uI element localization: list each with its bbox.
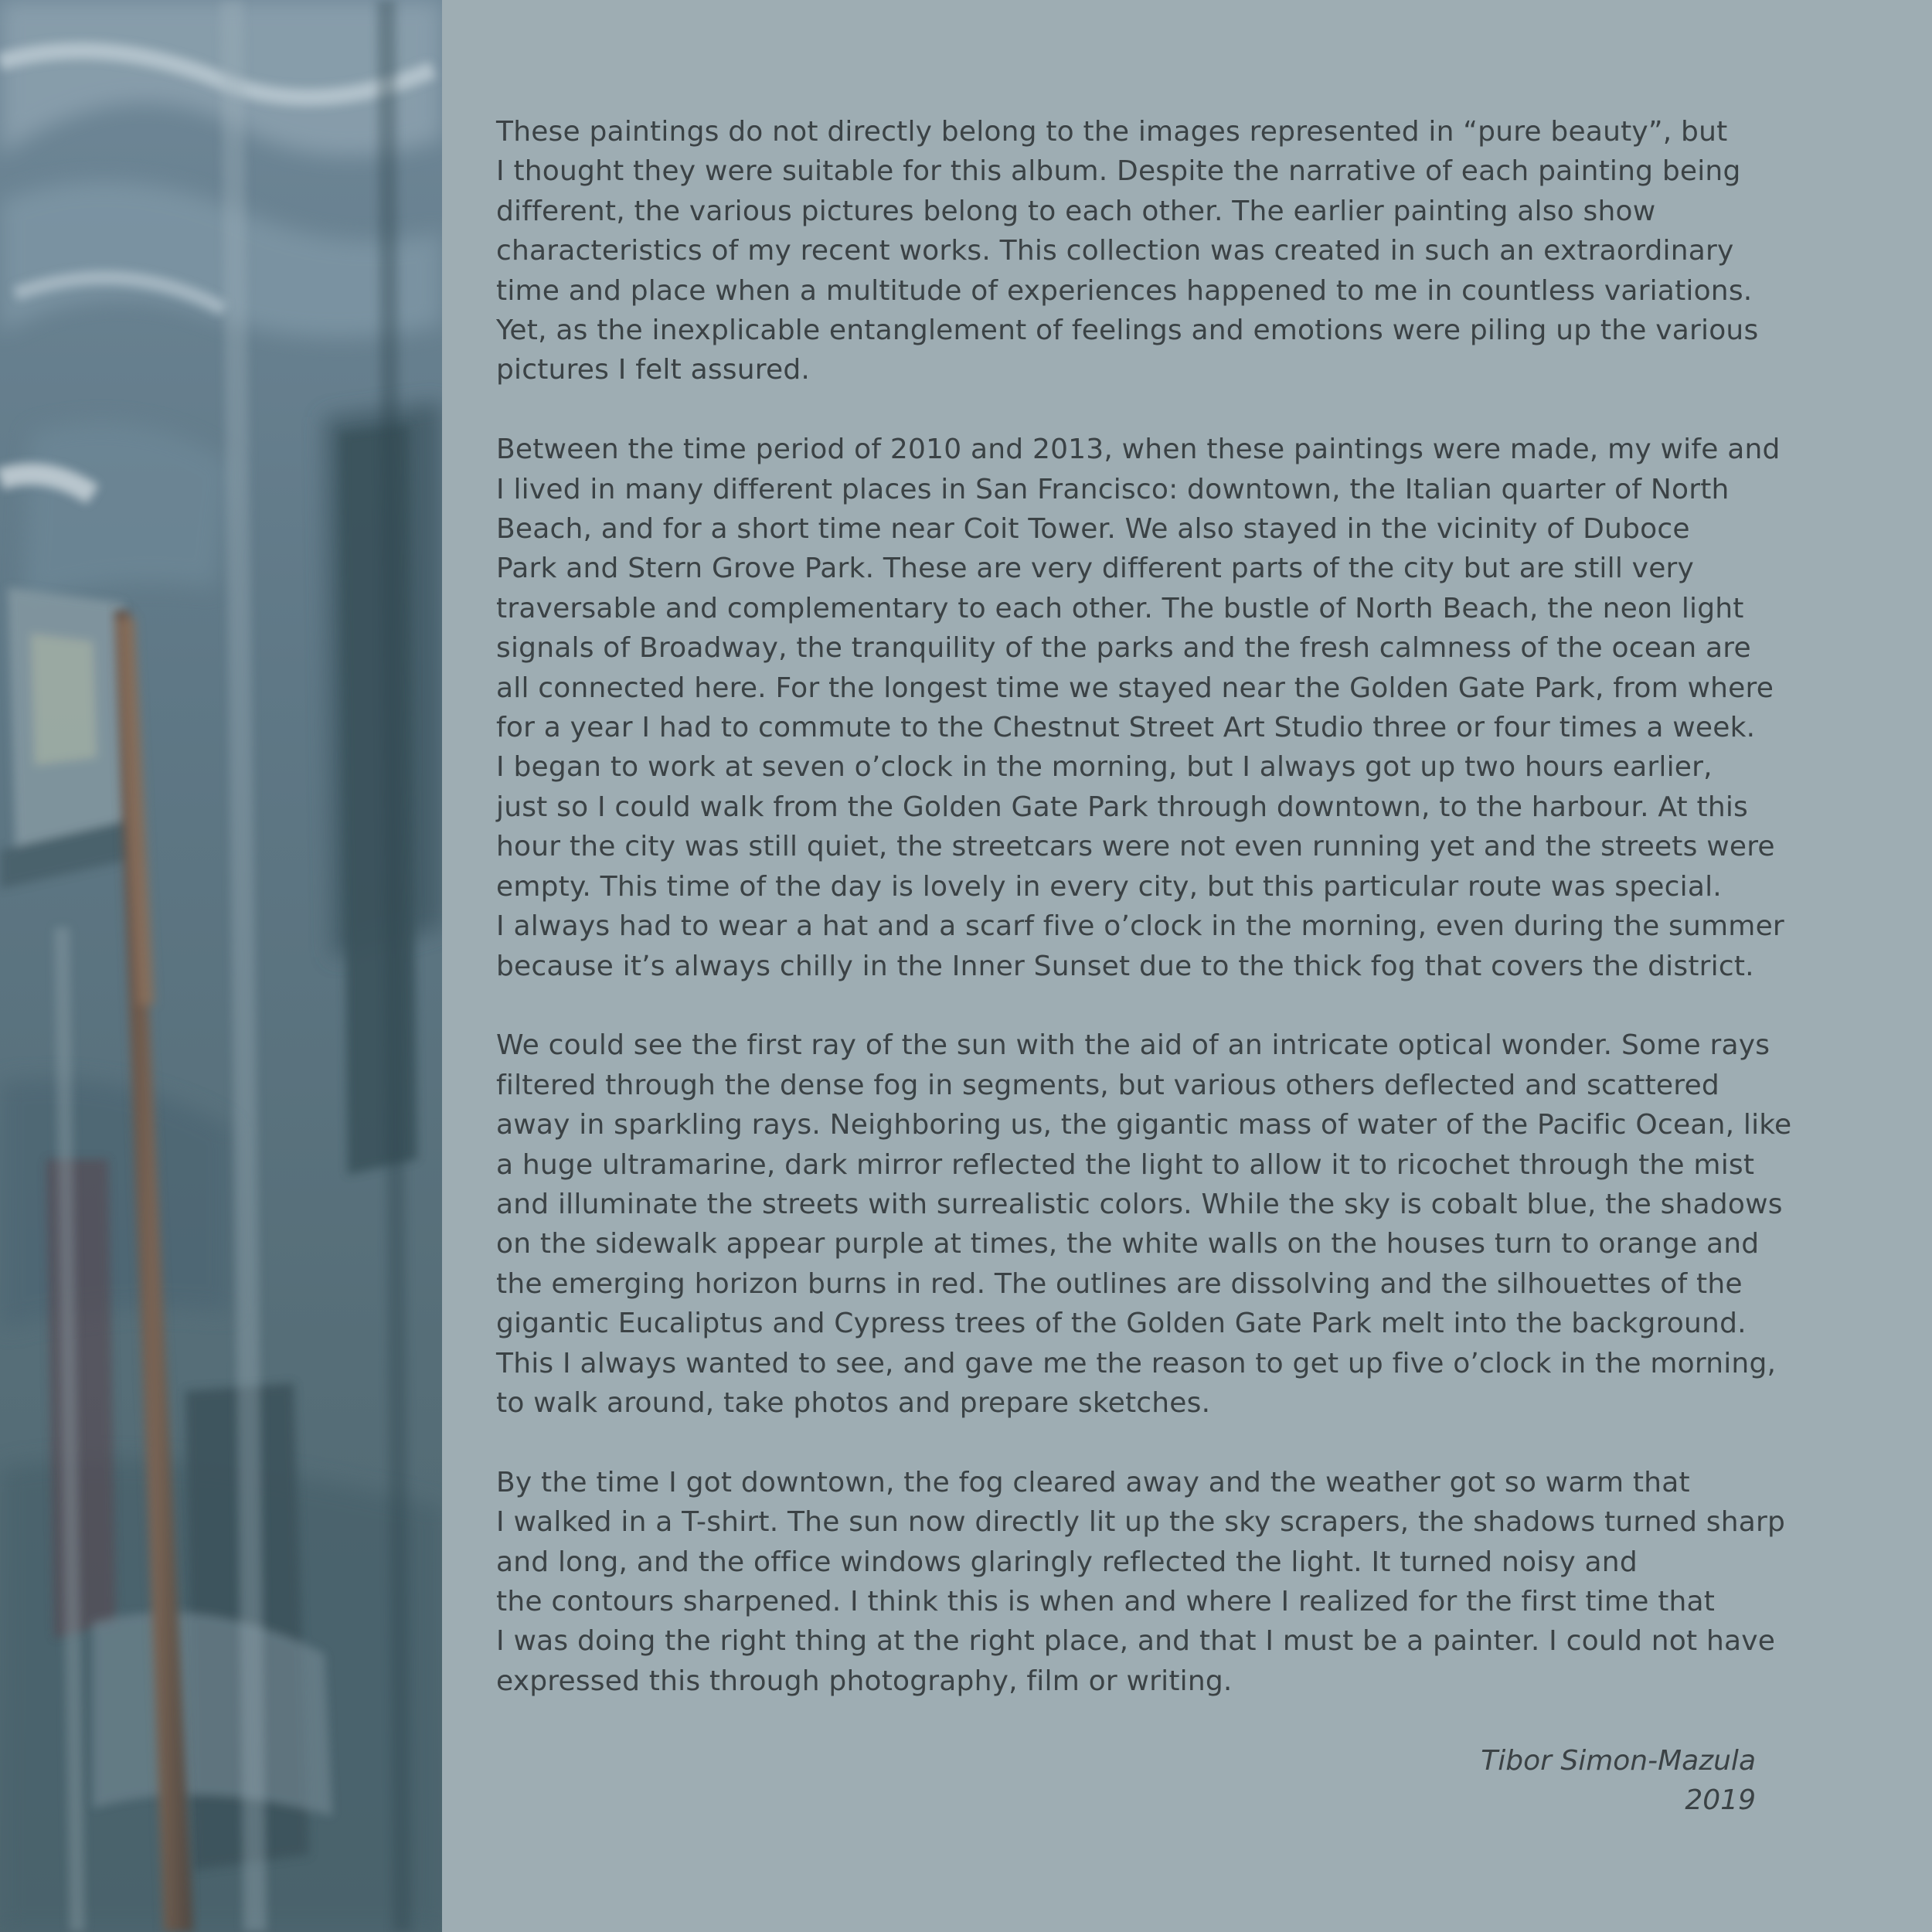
text-line: all connected here. For the longest time we stayed near the Golden Gate Park, from where [496,672,1774,704]
text-line: different, the various pictures belong to each other. The earlier painting also show [496,195,1656,227]
text-line: because it’s always chilly in the Inner Sunset due to the thick fog that covers the district. [496,950,1754,982]
signature [1215,1741,1756,1821]
text-line: By the time I got downtown, the fog cleared away and the weather got so warm that [496,1466,1690,1498]
text-line: I walked in a T-shirt. The sun now directly lit up the sky scrapers, the shadows turned sharp [496,1506,1786,1539]
text-line: Park and Stern Grove Park. These are very different parts of the city but are still very [496,553,1695,585]
text-line: This I always wanted to see, and gave me the reason to get up five o’clock in the morning, [496,1347,1777,1379]
text-line: and illuminate the streets with surrealistic colors. While the sky is cobalt blue, the shadows [496,1188,1783,1220]
text-line: hour the city was still quiet, the streetcars were not even running yet and the streets were [496,831,1775,863]
paragraph-3 [496,1026,1792,1423]
text-line: signals of Broadway, the tranquility of the parks and the fresh calmness of the ocean are [496,632,1751,665]
text-line: empty. This time of the day is lovely in every city, but this particular route was special. [496,870,1722,903]
text-line: time and place when a multitude of experiences happened to me in countless variations. [496,274,1753,307]
text-line: I lived in many different places in San Francisco: downtown, the Italian quarter of North [496,473,1730,505]
text-line: Yet, as the inexplicable entanglement of feelings and emotions were piling up the various [496,315,1759,347]
paragraph-1 [496,112,1759,390]
text-line: the emerging horizon burns in red. The outlines are dissolving and the silhouettes of the [496,1267,1743,1300]
text-line: characteristics of my recent works. This collection was created in such an extraordinary [496,235,1734,267]
text-line: I began to work at seven o’clock in the morning, but I always got up two hours earlier, [496,751,1713,784]
text-line: expressed this through photography, film or writing. [496,1665,1233,1697]
text-line: away in sparkling rays. Neighboring us, the gigantic mass of water of the Pacific Ocean, like [496,1109,1792,1141]
painting-image [0,0,442,1932]
painting-artwork [0,0,442,1932]
text-line: I was doing the right thing at the right place, and that I must be a painter. I could not have [496,1625,1776,1658]
text-line: just so I could walk from the Golden Gate Park through downtown, to the harbour. At this [496,791,1749,823]
text-line: We could see the first ray of the sun with the aid of an intricate optical wonder. Some rays [496,1029,1770,1062]
text-line: gigantic Eucaliptus and Cypress trees of the Golden Gate Park melt into the background. [496,1308,1747,1340]
text-line: Between the time period of 2010 and 2013, when these paintings were made, my wife and [496,434,1781,466]
text-line: for a year I had to commute to the Chestnut Street Art Studio three or four times a week. [496,712,1756,744]
text-line: These paintings do not directly belong to the images represented in “pure beauty”, but [496,116,1728,148]
text-line: to walk around, take photos and prepare sketches. [496,1386,1211,1419]
paragraph-4 [496,1463,1786,1701]
text-line: pictures I felt assured. [496,354,811,386]
signature-year: 2019 [1685,1784,1756,1817]
paragraph-2 [496,430,1784,986]
text-line: Beach, and for a short time near Coit Tower. We also stayed in the vicinity of Duboce [496,513,1690,546]
essay-text [496,112,1792,1741]
author-name: Tibor Simon-Mazula [1481,1745,1756,1777]
text-line: and long, and the office windows glaringly reflected the light. It turned noisy and [496,1546,1638,1578]
text-line: I thought they were suitable for this album. Despite the narrative of each painting being [496,155,1741,188]
text-line: filtered through the dense fog in segments, but various others deflected and scattered [496,1069,1719,1101]
text-line: traversable and complementary to each other. The bustle of North Beach, the neon light [496,592,1744,624]
text-line: I always had to wear a hat and a scarf five o’clock in the morning, even during the summer [496,910,1784,943]
text-line: on the sidewalk appear purple at times, the white walls on the houses turn to orange and [496,1228,1760,1260]
text-line: a huge ultramarine, dark mirror reflected the light to allow it to ricochet through the mist [496,1148,1755,1181]
text-line: the contours sharpened. I think this is when and where I realized for the first time that [496,1585,1716,1617]
